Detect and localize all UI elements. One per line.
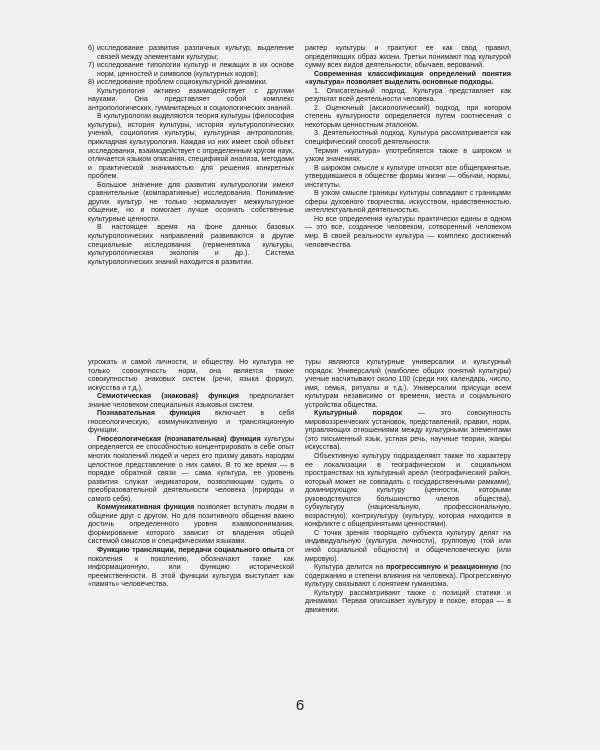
paragraph: В настоящее время на фоне данных базовых культурологических направлений развиваются и другие специальные исследования (герменевтика культуры, культурологическая экология и др.). Система культурологических знаний находится в развитии. — [88, 223, 294, 266]
top-right-column — [305, 44, 511, 249]
paragraph: В культурологии выделяются теория культуры (философия культуры), история культуры, история культурологических учений, социология культуры, культурная антропология, прикладная культурология. Каждая из них имеет свой объект исследования, взаимодействует с определенным кругом наук, отличается языком описания, спецификой анализа, методами и практической значимостью для решения конкретных проблем. — [88, 112, 294, 181]
paragraph: Объективную культуру подразделяют также по характеру ее локализации в географическом и социальном пространствах на культурный ареал (географический район, который может не совпадать с государственными рамками), доминирующую культуру (ценности, которыми руководствуются большинство членов общества), субкультуру (национальную, профессиональную, возрастную), контркультуру (культуру, которая находится в конфликте с общепринятыми ценностями). — [305, 452, 511, 529]
function-paragraph: Функцию трансляции, передачи социального опыта от поколения к поколению, обозначают также как информационную, или функцию исторической преемственности. В этой функции культура выступает как «память» человечества. — [88, 546, 294, 589]
function-paragraph: Гносеологическая (познавательная) функция культуры определяется ее способностью концентрировать в себе опыт многих поколений людей и через его призму давать народам целостное представление о них самих. В то же время — в порядке обратной связи — сама культура, ее уровень развития служат индикатором, позволяющим судить о преобразовательной деятельности человека (природы и самого себя). — [88, 434, 294, 503]
term: Культурный порядок — [314, 409, 403, 418]
approach-item: 1. Описательный подход. Культура представляет как результат всей деятельности человека. — [305, 86, 511, 104]
list-item: 6) исследование развития различных культур, выделение связей между элементами культуры; — [88, 44, 294, 61]
paragraph: угрожать и самой личности, и обществу. Но культура не только совокупность норм, она является также совокупностью знаковых систем (речи, языка формул, искусства и т.д.). — [88, 358, 294, 392]
function-paragraph: Семиотическая (знаковая) функция предполагает знание человеком специальных языковых систем. — [88, 392, 294, 409]
function-term: Познавательная функция — [97, 409, 201, 418]
paragraph: Культура делится на прогрессивную и реакционную (по содержанию и степени влияния на человека). Прогрессивную культуру связывают с понятием гуманизма. — [305, 563, 511, 589]
paragraph: Культурология активно взаимодействует с другими науками. Она представляет собой комплекс антропологических, гуманитарных и социологических знаний. — [88, 86, 294, 112]
approach-item: 3. Деятельностный подход. Культура рассматривается как специфический способ деятельности. — [305, 129, 511, 147]
paragraph: Но все определения культуры практически едины в одном — это все, созданное человеком, сотворенный человеком мир. В своей реальности культура — комплекс достижений человечества. — [305, 214, 511, 249]
paragraph: В узком смысле границы культуры совпадают с границами сферы духовного творчества, искусством, нравственностью, интеллектуальной деятельностью. — [305, 189, 511, 215]
list-item: 7) исследование типологии культур и лежащих в их основе норм, ценностей и символов (культурных кодов); — [88, 61, 294, 78]
top-left-column — [88, 44, 294, 266]
paragraph: В широком смысле к культуре относят все общепринятые, утвердившиеся в обществе формы жизни — обычаи, нормы, институты. — [305, 163, 511, 189]
paragraph: Культуру рассматривают также с позиций статики и динамики. Первая описывает культуру в покое, вторая — в движении. — [305, 588, 511, 614]
page-number: 6 — [295, 697, 305, 714]
paragraph: туры являются культурные универсалии и культурный порядок. Универсалий (наиболее общих понятий культуры) ученые насчитывают около 100 (среди них календарь, число, имя, семья, ритуалы и т.д.). Универсалии присущи всем культурам независимо от времени, места и социального устройства общества. — [305, 358, 511, 409]
paragraph: Термин «культура» употребляется также в широком и узком значениях. — [305, 146, 511, 164]
bottom-right-column — [305, 358, 511, 614]
list-item: 8) исследование проблем социокультурной динамики. — [88, 78, 268, 87]
function-term: Гносеологическая (познавательная) функция — [97, 434, 261, 443]
paragraph: Большое значение для развития культурологии имеют сравнительные (компаративные) исследования. Понимание других культур не только нормализует межкультурное общение, но и помогает лучше осознать собственные культурные ценности. — [88, 180, 294, 223]
function-term: Коммуникативная функция — [97, 503, 195, 512]
function-paragraph: Коммуникативная функция позволяет вступать людям в общение друг с другом. Но для позитивного общения важно достичь определенного уровня взаимопонимания, формирование которого зависит от владения общей системой смыслов и специфическими языками. — [88, 503, 294, 546]
section-heading: Современная классификация определений понятия «культура» позволяет выделить основные подходы. — [305, 69, 511, 87]
paragraph: Культурный порядок — это совокупность мировоззренческих установок, представлений, правил, норм, управляющих отношениями между культурными элементами (это письменный язык, устная речь, научные теории, жанры искусства). — [305, 409, 511, 452]
paragraph: С точки зрения творящего субъекта культуру делят на индивидуальную (культура личности), групповую (той или иной социальной общности) и общечеловеческую (или мировую). — [305, 528, 511, 563]
term: прогрессивную и реакционную — [385, 563, 499, 572]
function-term: Функцию трансляции, передачи социального опыта — [97, 546, 285, 555]
bottom-left-column — [88, 358, 294, 589]
function-term: Семиотическая (знаковая) функция — [97, 392, 239, 401]
approach-item: 2. Оценочный (аксиологический) подход, при котором степень культурности определяется путем соотнесения с некоторым ценностным эталоном. — [305, 103, 511, 129]
function-paragraph: Познавательная функция включает в себя гносеологическую, коммуникативную и трансляционную функции. — [88, 409, 294, 435]
paragraph: рактер культуры и трактуют ее как свод правил, определяющих образ жизни. Третьи понимают под культурой сумму всех видов деятельности, обычаев, верований. — [305, 44, 511, 70]
